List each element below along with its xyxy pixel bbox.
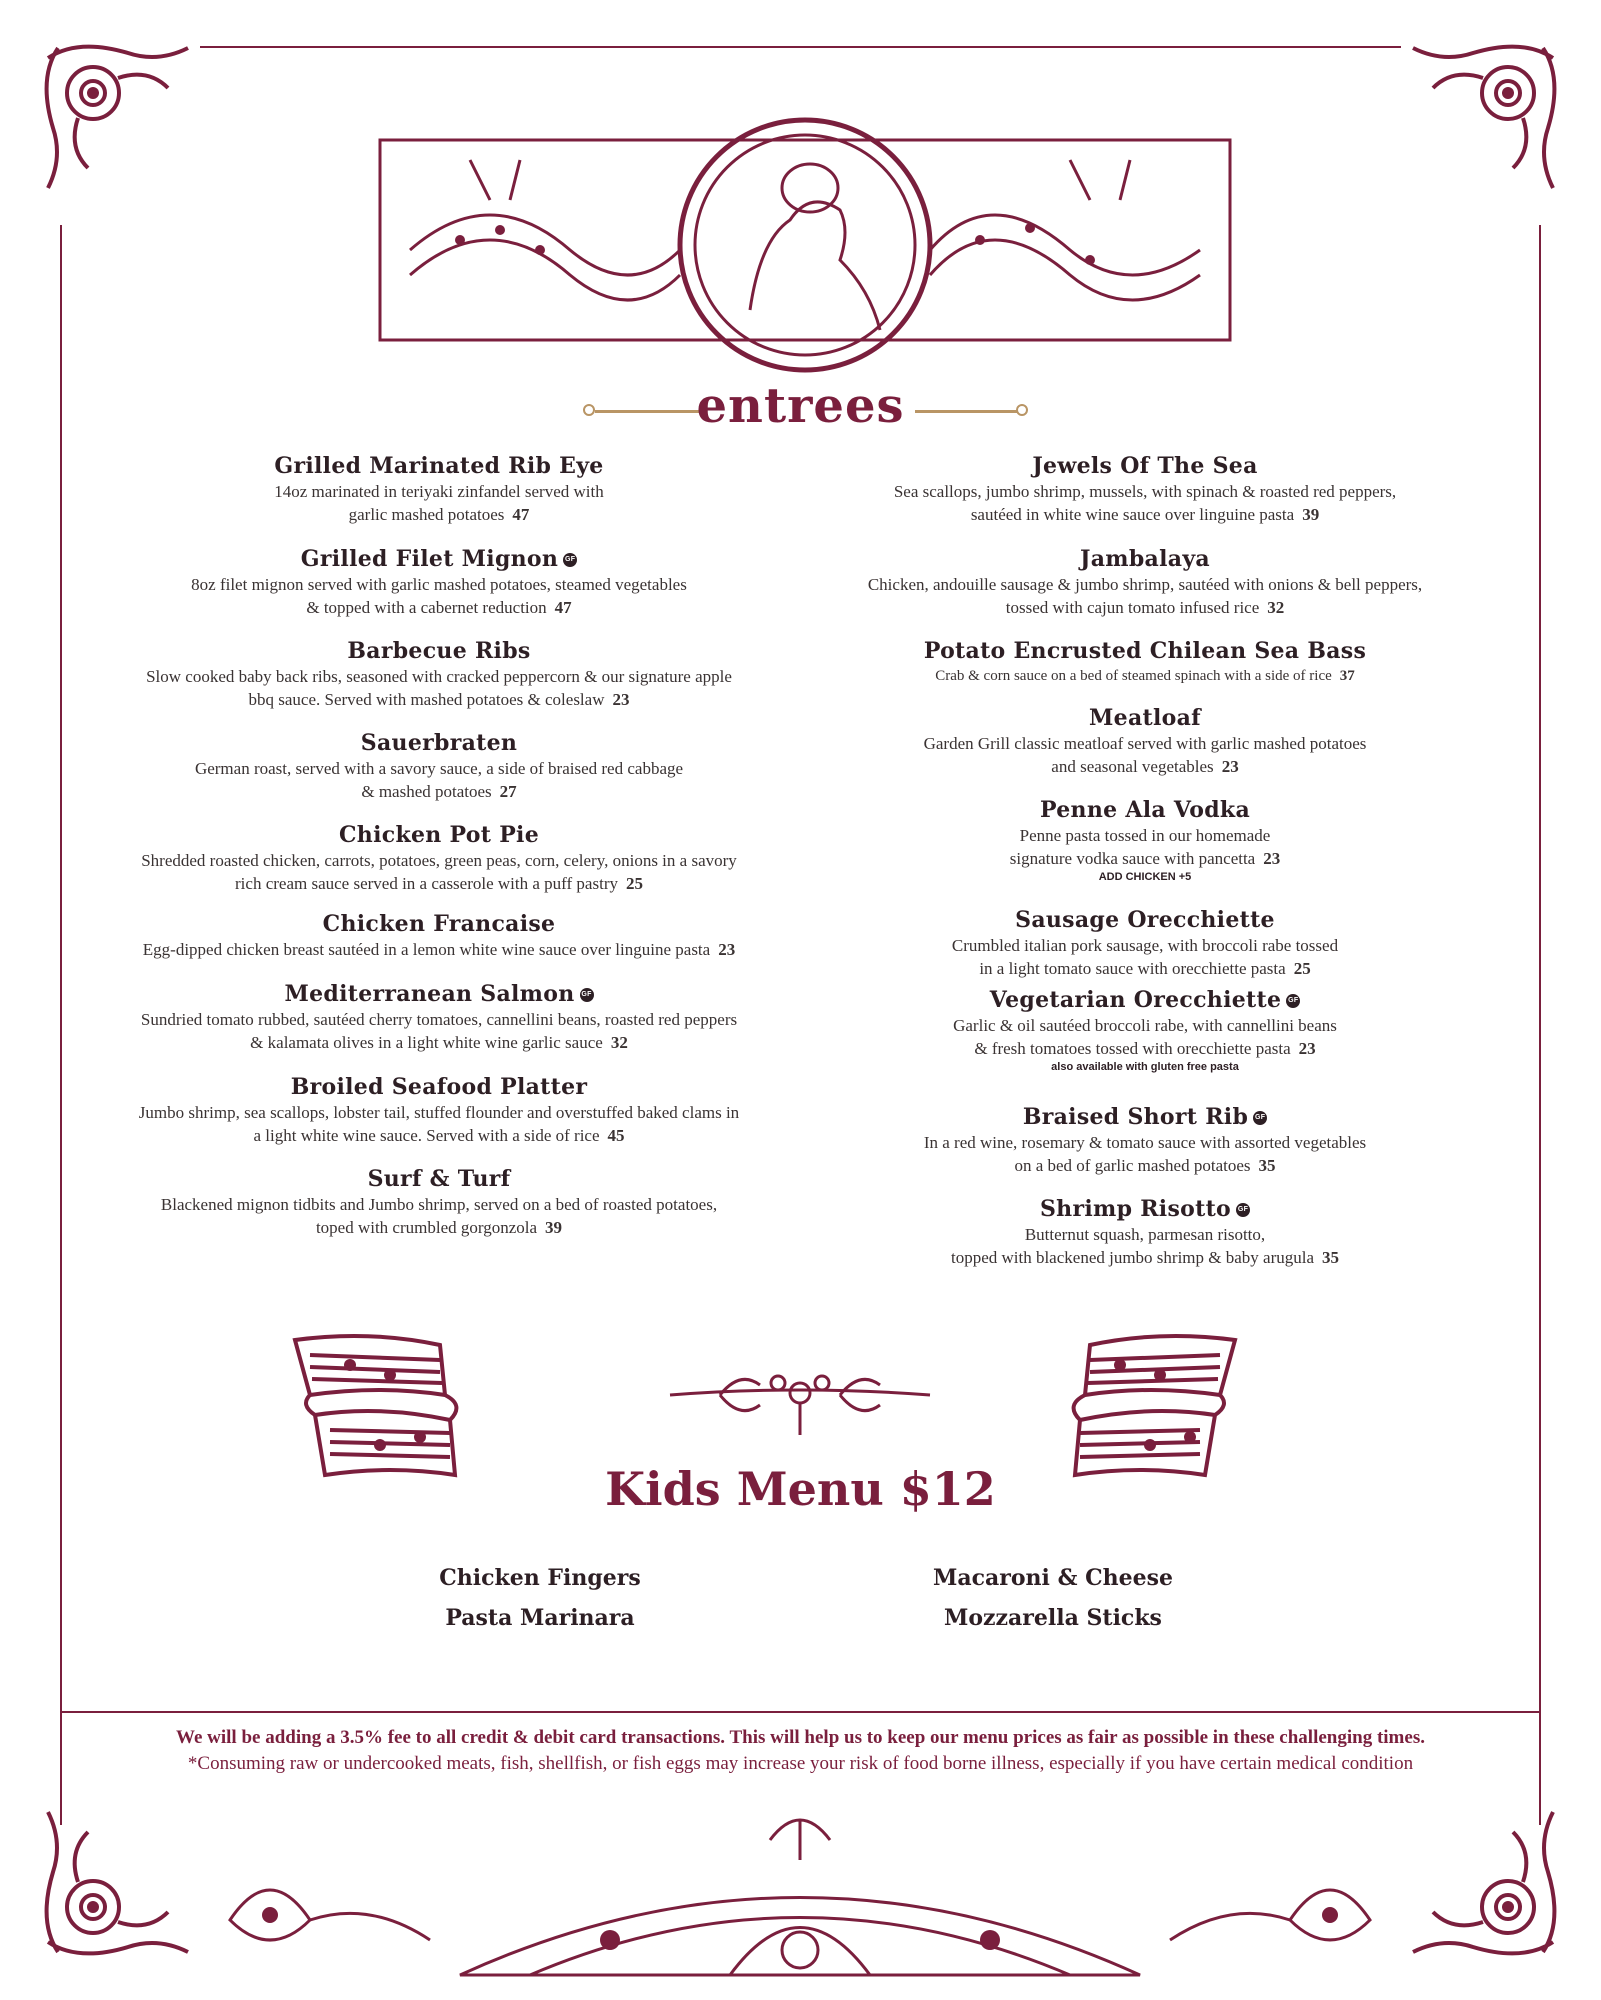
item-description: Garlic & oil sautéed broccoli rabe, with cannellini beans & fresh tomatoes tossed with orecchiette pasta 23 xyxy=(953,1016,1337,1058)
menu-item xyxy=(89,1165,789,1245)
item-price: 39 xyxy=(1302,505,1320,524)
item-name: Sausage Orecchiette xyxy=(1015,907,1275,933)
section-title: entrees xyxy=(696,378,905,434)
item-price: 35 xyxy=(1258,1156,1276,1175)
menu-item xyxy=(89,1073,789,1165)
item-description: Garden Grill classic meatloaf served with garlic mashed potatoes and seasonal vegetables 23 xyxy=(923,734,1367,776)
item-price: 25 xyxy=(1293,959,1311,978)
item-name: Broiled Seafood Platter xyxy=(290,1074,588,1100)
footer-illustration xyxy=(210,1800,1390,1980)
item-note: ADD CHICKEN +5 xyxy=(1098,871,1192,883)
frame-right-border xyxy=(1539,225,1541,1825)
kids-menu-item: Chicken Fingers xyxy=(439,1565,641,1591)
item-description: In a red wine, rosemary & tomato sauce with assorted vegetables on a bed of garlic mashed potatoes 35 xyxy=(923,1133,1367,1175)
menu-item xyxy=(795,637,1495,704)
item-description: Jumbo shrimp, sea scallops, lobster tail, stuffed flounder and overstuffed baked clams in a light white wine sauce. Served with a side of rice 45 xyxy=(138,1103,740,1145)
item-name: Vegetarian Orecchiette GF xyxy=(989,987,1299,1013)
item-description: Blackened mignon tidbits and Jumbo shrimp, served on a bed of roasted potatoes, toped with crumbled gorgonzola 39 xyxy=(160,1195,718,1237)
menu-item xyxy=(89,729,789,821)
corner-ornament-bottom-right xyxy=(1403,1802,1563,1962)
item-description: Shredded roasted chicken, carrots, potatoes, green peas, corn, celery, onions in a savory rich cream sauce served in a casserole with a puff pastry 25 xyxy=(141,851,737,893)
menu-item xyxy=(795,1103,1495,1195)
menu-item xyxy=(795,906,1495,986)
entrees-right-column xyxy=(795,452,1495,1275)
item-description: German roast, served with a savory sauce, a side of braised red cabbage & mashed potatoes 27 xyxy=(194,759,684,801)
item-price: 25 xyxy=(625,874,643,893)
item-price: 23 xyxy=(1263,849,1281,868)
item-name: Grilled Marinated Rib Eye xyxy=(274,453,604,479)
item-description: 14oz marinated in teriyaki zinfandel served with garlic mashed potatoes 47 xyxy=(274,482,604,524)
menu-item xyxy=(89,821,789,910)
menu-item xyxy=(795,452,1495,545)
item-price: 39 xyxy=(545,1218,563,1237)
corner-ornament-top-left xyxy=(38,38,198,198)
title-rule-right-dot xyxy=(1016,404,1028,416)
item-price: 37 xyxy=(1339,668,1355,684)
item-price: 23 xyxy=(718,940,736,959)
frame-left-border xyxy=(60,225,62,1825)
item-name: Jewels Of The Sea xyxy=(1032,453,1258,479)
entrees-left-column xyxy=(89,452,789,1245)
item-price: 32 xyxy=(1267,598,1285,617)
kids-menu-item: Mozzarella Sticks xyxy=(944,1605,1162,1631)
item-name: Potato Encrusted Chilean Sea Bass xyxy=(923,638,1367,664)
card-fee-notice: We will be adding a 3.5% fee to all credit & debit card transactions. This will help us to keep our menu prices as fair as possible in these challenging times. xyxy=(176,1727,1425,1748)
item-price: 23 xyxy=(1298,1039,1316,1058)
item-price: 47 xyxy=(512,505,530,524)
item-name: Penne Ala Vodka xyxy=(1039,797,1251,823)
item-name: Meatloaf xyxy=(1089,705,1201,731)
item-price: 45 xyxy=(607,1126,625,1145)
kids-menu-item: Pasta Marinara xyxy=(445,1605,635,1631)
gluten-free-badge: GF xyxy=(563,553,577,567)
menu-item xyxy=(89,545,789,637)
frame-top-border xyxy=(200,46,1401,48)
item-price: 23 xyxy=(1221,757,1239,776)
footer-divider xyxy=(60,1711,1541,1713)
menu-item xyxy=(795,704,1495,796)
kids-menu-title: Kids Menu $12 xyxy=(605,1462,996,1516)
item-description: Penne pasta tossed in our homemade signature vodka sauce with pancetta 23 xyxy=(1009,826,1281,868)
item-description: Slow cooked baby back ribs, seasoned with cracked peppercorn & our signature apple bbq sauce. Served with mashed potatoes & coleslaw 23 xyxy=(146,667,732,709)
item-name: Chicken Pot Pie xyxy=(339,822,539,848)
item-name: Sauerbraten xyxy=(360,730,518,756)
corner-ornament-top-right xyxy=(1403,38,1563,198)
item-name: Mediterranean Salmon GF xyxy=(284,981,592,1007)
item-note: also available with gluten free pasta xyxy=(1051,1061,1239,1073)
menu-item xyxy=(89,910,789,980)
floral-sprig-illustration xyxy=(660,1355,940,1440)
gluten-free-badge: GF xyxy=(1236,1203,1250,1217)
item-price: 47 xyxy=(554,598,572,617)
item-description: Sea scallops, jumbo shrimp, mussels, with spinach & roasted red peppers, sautéed in white wine sauce over linguine pasta 39 xyxy=(893,482,1397,524)
item-name: Grilled Filet Mignon GF xyxy=(300,546,576,572)
menu-item xyxy=(795,986,1495,1103)
item-description: Chicken, andouille sausage & jumbo shrimp, sautéed with onions & bell peppers, tossed with cajun tomato infused rice 32 xyxy=(867,575,1423,617)
gluten-free-badge: GF xyxy=(580,988,594,1002)
health-advisory: *Consuming raw or undercooked meats, fish, shellfish, or fish eggs may increase your risk of food borne illness, especially if you have certain medical condition xyxy=(187,1753,1414,1774)
item-name: Surf & Turf xyxy=(367,1166,511,1192)
item-price: 35 xyxy=(1322,1248,1340,1267)
item-description: Sundried tomato rubbed, sautéed cherry tomatoes, cannellini beans, roasted red peppers & kalamata olives in a light white wine garlic sauce 32 xyxy=(140,1010,738,1052)
item-description: Crab & corn sauce on a bed of steamed spinach with a side of rice 37 xyxy=(935,668,1355,684)
item-description: 8oz filet mignon served with garlic mashed potatoes, steamed vegetables & topped with a cabernet reduction 47 xyxy=(191,575,687,617)
item-description: Crumbled italian pork sausage, with broccoli rabe tossed in a light tomato sauce with orecchiette pasta 25 xyxy=(951,936,1339,978)
item-price: 27 xyxy=(499,782,517,801)
menu-item xyxy=(89,980,789,1073)
gluten-free-badge: GF xyxy=(1286,994,1300,1008)
kids-menu-item: Macaroni & Cheese xyxy=(933,1565,1173,1591)
item-description: Butternut squash, parmesan risotto, topped with blackened jumbo shrimp & baby arugula 35 xyxy=(950,1225,1340,1267)
menu-item xyxy=(89,452,789,545)
menu-item xyxy=(795,1195,1495,1275)
item-name: Barbecue Ribs xyxy=(347,638,531,664)
item-price: 23 xyxy=(612,690,630,709)
title-rule-right xyxy=(915,410,1020,413)
header-illustration xyxy=(370,100,1240,390)
item-name: Braised Short Rib GF xyxy=(1022,1104,1266,1130)
item-name: Chicken Francaise xyxy=(322,911,556,937)
menu-item xyxy=(795,545,1495,637)
item-name: Shrimp Risotto GF xyxy=(1039,1196,1249,1222)
menu-item xyxy=(89,637,789,729)
menu-item xyxy=(795,796,1495,906)
item-price: 32 xyxy=(610,1033,628,1052)
gluten-free-badge: GF xyxy=(1253,1111,1267,1125)
item-description: Egg-dipped chicken breast sautéed in a lemon white wine sauce over linguine pasta 23 xyxy=(142,940,736,959)
corner-ornament-bottom-left xyxy=(38,1802,198,1962)
item-name: Jambalaya xyxy=(1080,546,1210,572)
